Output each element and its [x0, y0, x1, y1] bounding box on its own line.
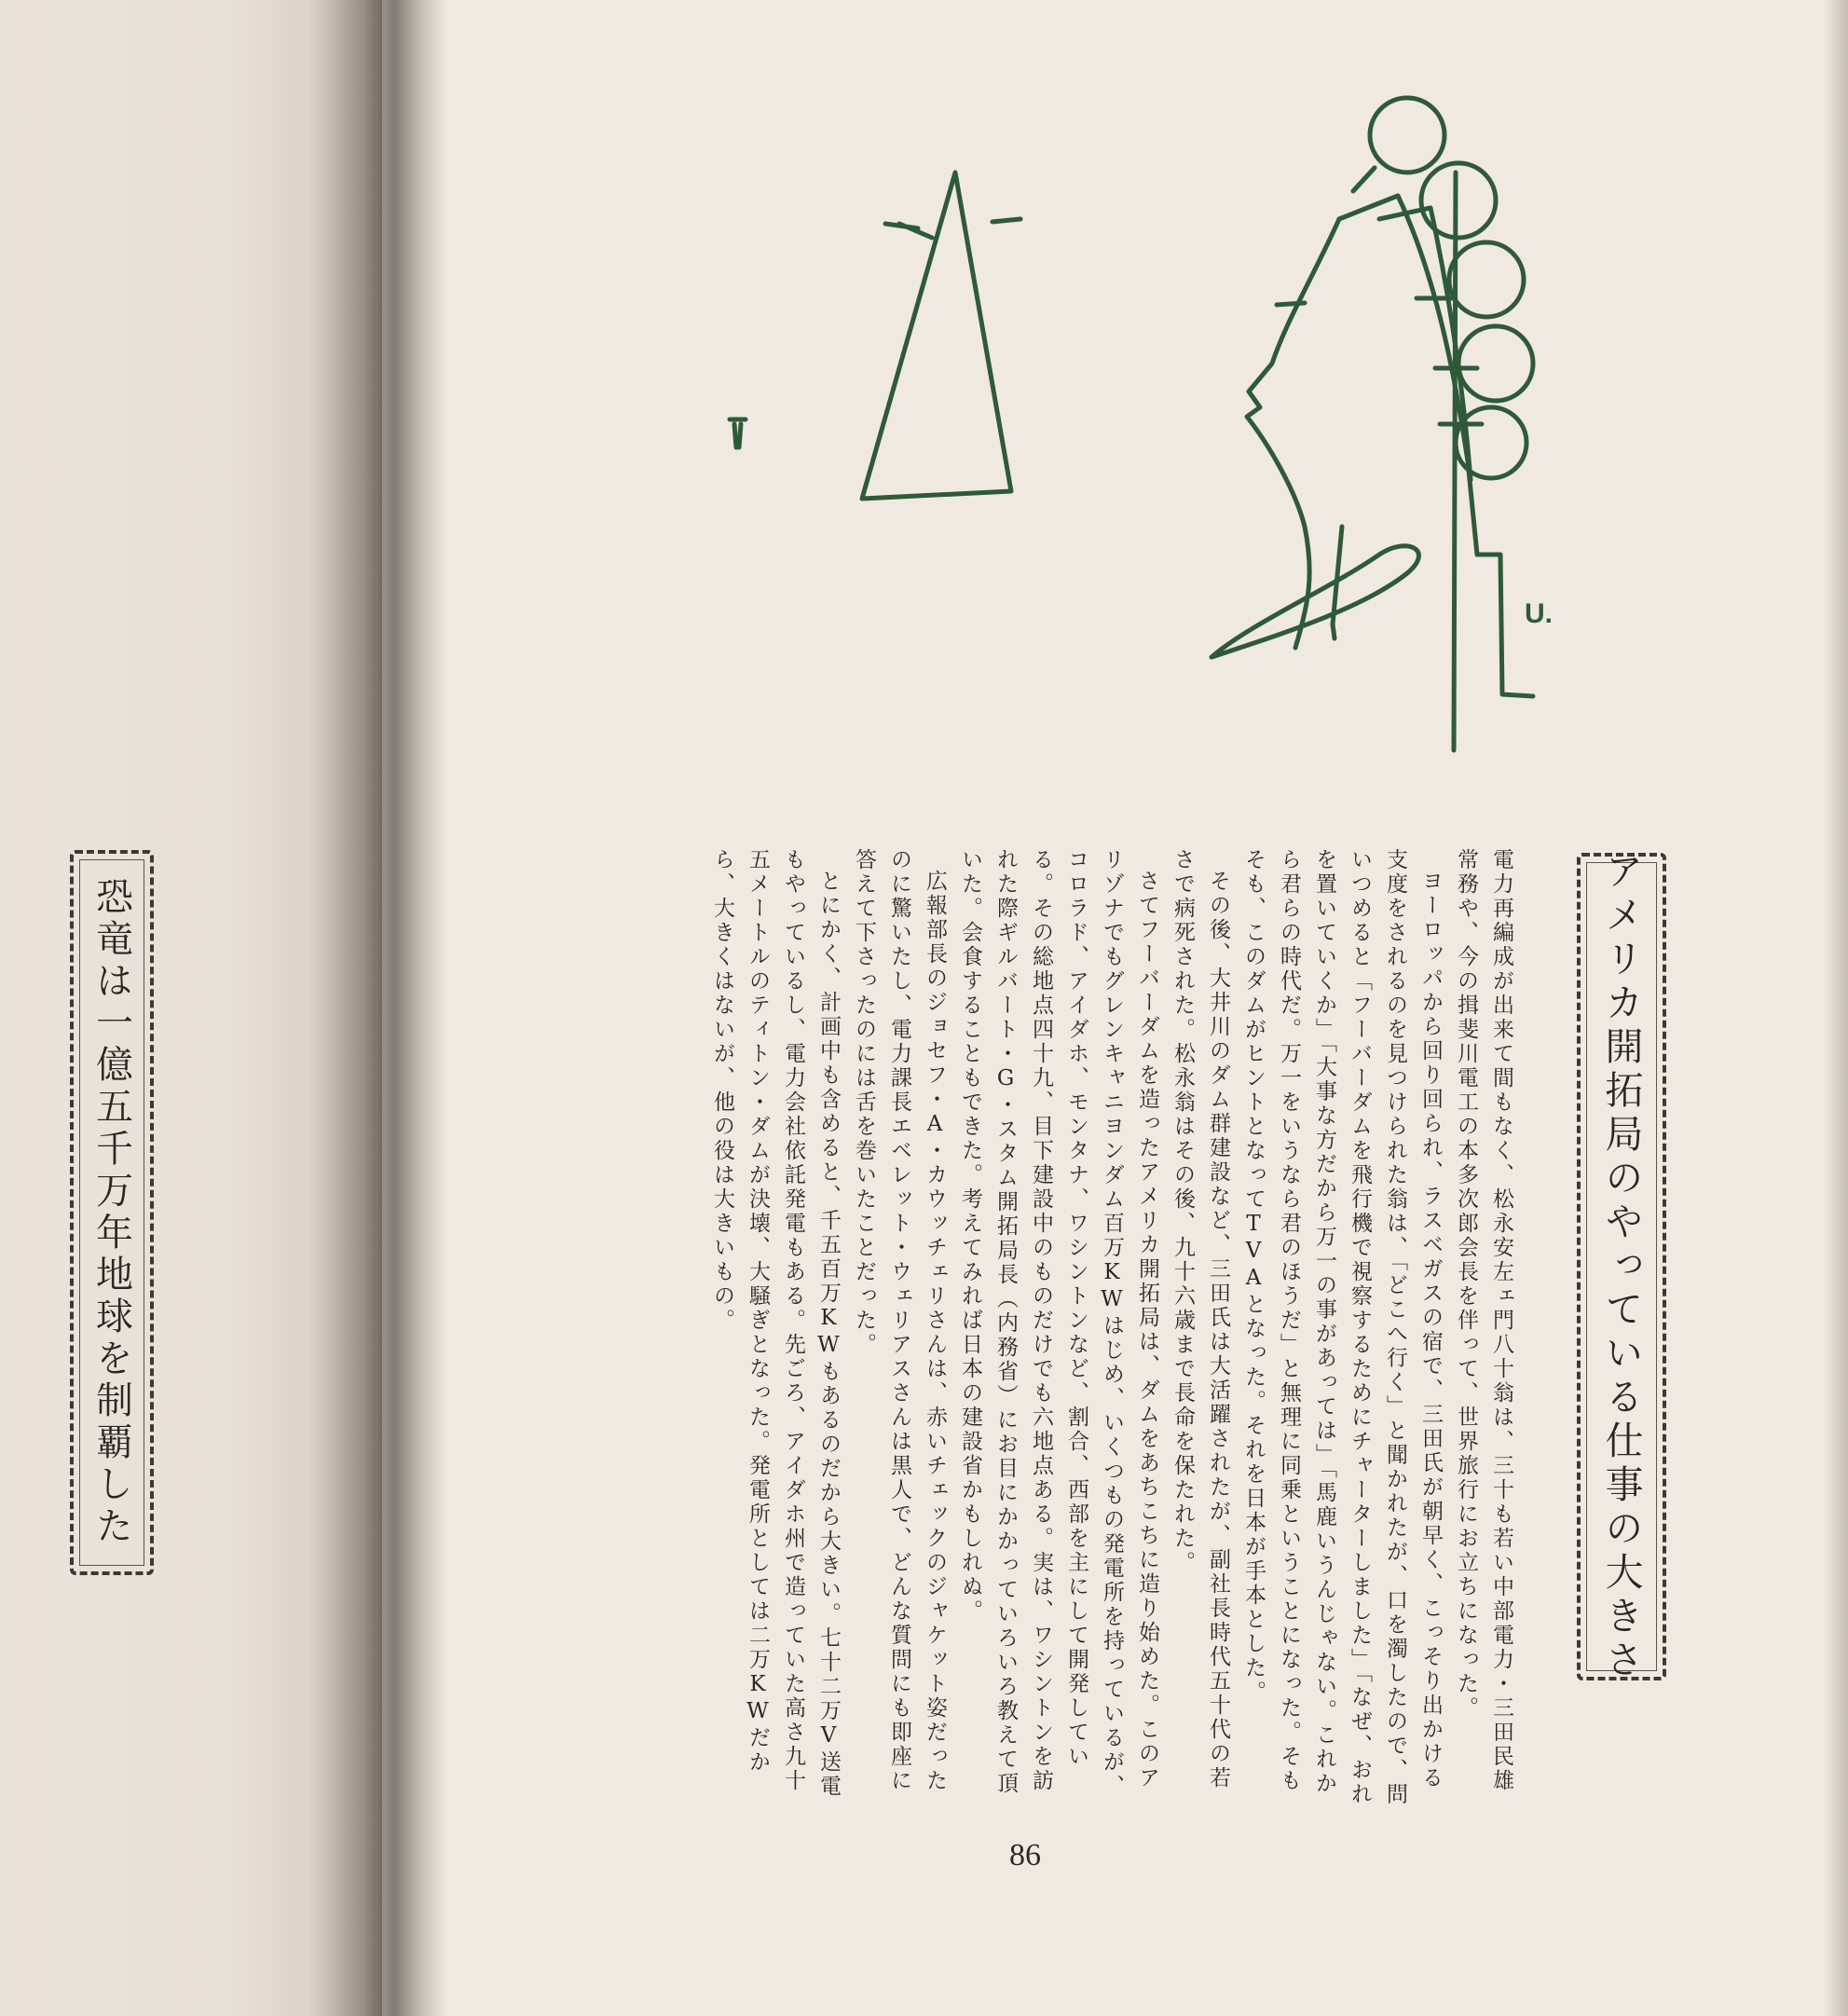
page-edge-shadow	[1824, 0, 1848, 2016]
curl-4	[1458, 326, 1533, 401]
paragraph: 広報部長のジョセフ・A・カウッチェリさんは、赤いチェックのジャケット姿だったのに驚いたし、電力課長エベレット・ウェリアスさんは黒人で、どんな質問にも即座に答えて下さったのには舌を巻いたことだった。	[852, 848, 947, 1793]
paragraph: さてフーバーダムを造ったアメリカ開拓局は、ダムをあちこちに造り始めた。このアリゾナでもグレンキャニヨンダム百万KWはじめ、いくつもの発電所を持っているが、コロラド、アイダホ、モンタナ、ワシントンなど、割合、西部を主にして開発している。その総地点四十九、目下建設中のものだけでも六地点ある。実は、ワシントンを訪れた際ギルバート・G・スタム開拓局長（内務省）にお目にかかっていろいろ教えて頂いた。会食することもできた。考えてみれば日本の建設省かもしれぬ。	[958, 848, 1159, 1799]
eye	[1277, 303, 1305, 305]
left-heading-frame	[70, 850, 154, 1575]
head-profile	[1247, 219, 1339, 648]
paragraph: その後、大井川のダム群建設など、三田氏は大活躍されたが、副社長時代五十代の若さで病死された。松永翁はその後、九十六歳まで長命を保たれた。	[1170, 848, 1230, 1790]
artist-signature: U.	[1525, 598, 1553, 629]
curl-2	[1421, 163, 1496, 238]
headdress-band	[1339, 196, 1533, 696]
collar	[1211, 546, 1418, 657]
pen-illustration	[690, 89, 1622, 760]
pyramid-sketch	[862, 172, 1011, 499]
body-text	[457, 848, 1519, 1808]
left-page-heading: 恐竜は一億五千万年地球を制覇した	[89, 877, 133, 1548]
curl-1	[1370, 98, 1444, 172]
right-page-heading: アメリカ開拓局のやっている仕事の大きさ	[1598, 850, 1644, 1683]
page-number: 86	[1009, 1838, 1041, 1872]
paragraph: とにかく、計画中も含めると、千五百万KWもあるのだから大きい。七十二万V送電もやっているし、電力会社依託発電もある。先ごろ、アイダホ州で造っていた高さ九十五メートルのティトン・ダムが決壊、大騒ぎとなった。発電所としては二万KWだから、大きくはないが、他の役は大きいもの。	[710, 848, 841, 1799]
right-heading-frame	[1577, 850, 1666, 1683]
paragraph: 電力再編成が出来て間もなく、松永安左ェ門八十翁は、三十も若い中部電力・三田民雄常務や、今の揖斐川電工の本多次郎会長を伴って、世界旅行にお立ちになった。	[1454, 848, 1513, 1793]
star-tips	[885, 219, 1020, 238]
book-gutter-shadow	[308, 0, 447, 2016]
small-mark	[730, 419, 746, 447]
curl-3	[1449, 242, 1524, 317]
paragraph: ヨーロッパから回り回られ、ラスベガスの宿で、三田氏が朝早く、こっそり出かける支度をされるのを見つけられた翁は、「どこへ行く」と聞かれたが、口を濁したので、問いつめると「フーバーダムを飛行機で視察するためにチャーターしました」「なぜ、おれを置いていくか」「大事な方だから万一の事があっては」「馬鹿いうんじゃない。これから君らの時代だ。万一をいうなら君のほうだ」と無理に同乗ということになった。そもそも、このダムがヒントとなってTVAとなった。それを日本が手本とした。	[1241, 848, 1443, 1807]
